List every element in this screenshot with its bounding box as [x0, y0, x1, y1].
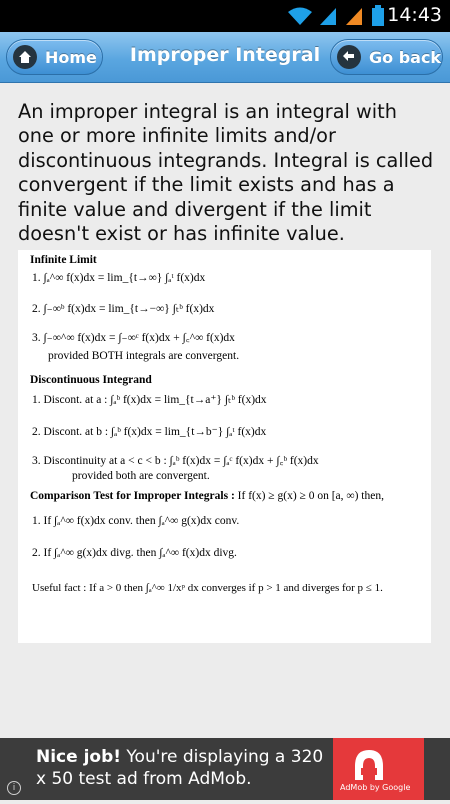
infinite-limit-heading: Infinite Limit — [30, 254, 97, 266]
intro-text: An improper integral is an integral with one or more infinite limits and/or discontinuous integrands. Integral is called convergent if the limit exists and has a finite value and divergent if the limit doesn't exist or has infinite value. — [18, 100, 434, 246]
formula-comparison-1: 1. If ∫ₐ^∞ f(x)dx conv. then ∫ₐ^∞ g(x)dx conv. — [32, 515, 240, 527]
go-back-label: Go back — [369, 47, 442, 67]
formula-discont-1: 1. Discont. at a : ∫ₐᵇ f(x)dx = lim_{t→a⁺} ∫ₜᵇ f(x)dx — [32, 394, 267, 406]
discontinuous-heading: Discontinuous Integrand — [30, 374, 152, 386]
ad-banner[interactable] — [0, 738, 450, 800]
comparison-condition: If f(x) ≥ g(x) ≥ 0 on [a, ∞) then, — [237, 490, 384, 502]
ad-headline: Nice job! — [36, 747, 122, 767]
formula-comparison-2: 2. If ∫ₐ^∞ g(x)dx divg. then ∫ₐ^∞ f(x)dx divg. — [32, 547, 237, 559]
wifi-icon — [286, 6, 314, 26]
battery-icon — [372, 5, 384, 27]
formula-discont-2: 2. Discont. at b : ∫ₐᵇ f(x)dx = lim_{t→b⁻} ∫ₐᵗ f(x)dx — [32, 426, 267, 438]
go-back-button[interactable] — [330, 39, 443, 75]
ad-body: You're displaying a 320 x 50 test ad from AdMob. — [36, 747, 324, 789]
app-header — [0, 32, 450, 83]
home-button[interactable] — [6, 39, 103, 75]
formula-discont-3: 3. Discontinuity at a < c < b : ∫ₐᵇ f(x)dx = ∫ₐᶜ f(x)dx + ∫꜀ᵇ f(x)dx — [32, 455, 319, 467]
note-both-convergent: provided BOTH integrals are convergent. — [48, 350, 240, 362]
admob-brand: AdMob by Google — [340, 783, 411, 792]
signal-icon — [318, 6, 338, 26]
ad-info-icon[interactable]: i — [7, 781, 21, 795]
status-bar — [0, 0, 450, 32]
note-both-are-convergent: provided both are convergent. — [72, 470, 210, 482]
formula-image — [18, 250, 431, 643]
clock: 14:43 — [387, 4, 442, 26]
comparison-heading: Comparison Test for Improper Integrals : — [30, 490, 235, 502]
home-label: Home — [45, 47, 97, 67]
formula-infinite-3: 3. ∫₋∞^∞ f(x)dx = ∫₋∞ᶜ f(x)dx + ∫꜀^∞ f(x)dx — [32, 332, 235, 344]
comparison-line — [30, 490, 384, 502]
home-icon — [13, 45, 37, 69]
back-arrow-icon — [337, 45, 361, 69]
ad-text — [36, 746, 331, 790]
useful-fact: Useful fact : If a > 0 then ∫ₐ^∞ 1/xᵖ dx converges if p > 1 and diverges for p ≤ 1. — [32, 582, 383, 594]
signal-warning-icon — [344, 6, 364, 26]
formula-infinite-2: 2. ∫₋∞ᵇ f(x)dx = lim_{t→−∞} ∫ₜᵇ f(x)dx — [32, 303, 215, 315]
page-title: Improper Integral — [129, 44, 321, 66]
formula-infinite-1: 1. ∫ₐ^∞ f(x)dx = lim_{t→∞} ∫ₐᵗ f(x)dx — [32, 272, 206, 284]
